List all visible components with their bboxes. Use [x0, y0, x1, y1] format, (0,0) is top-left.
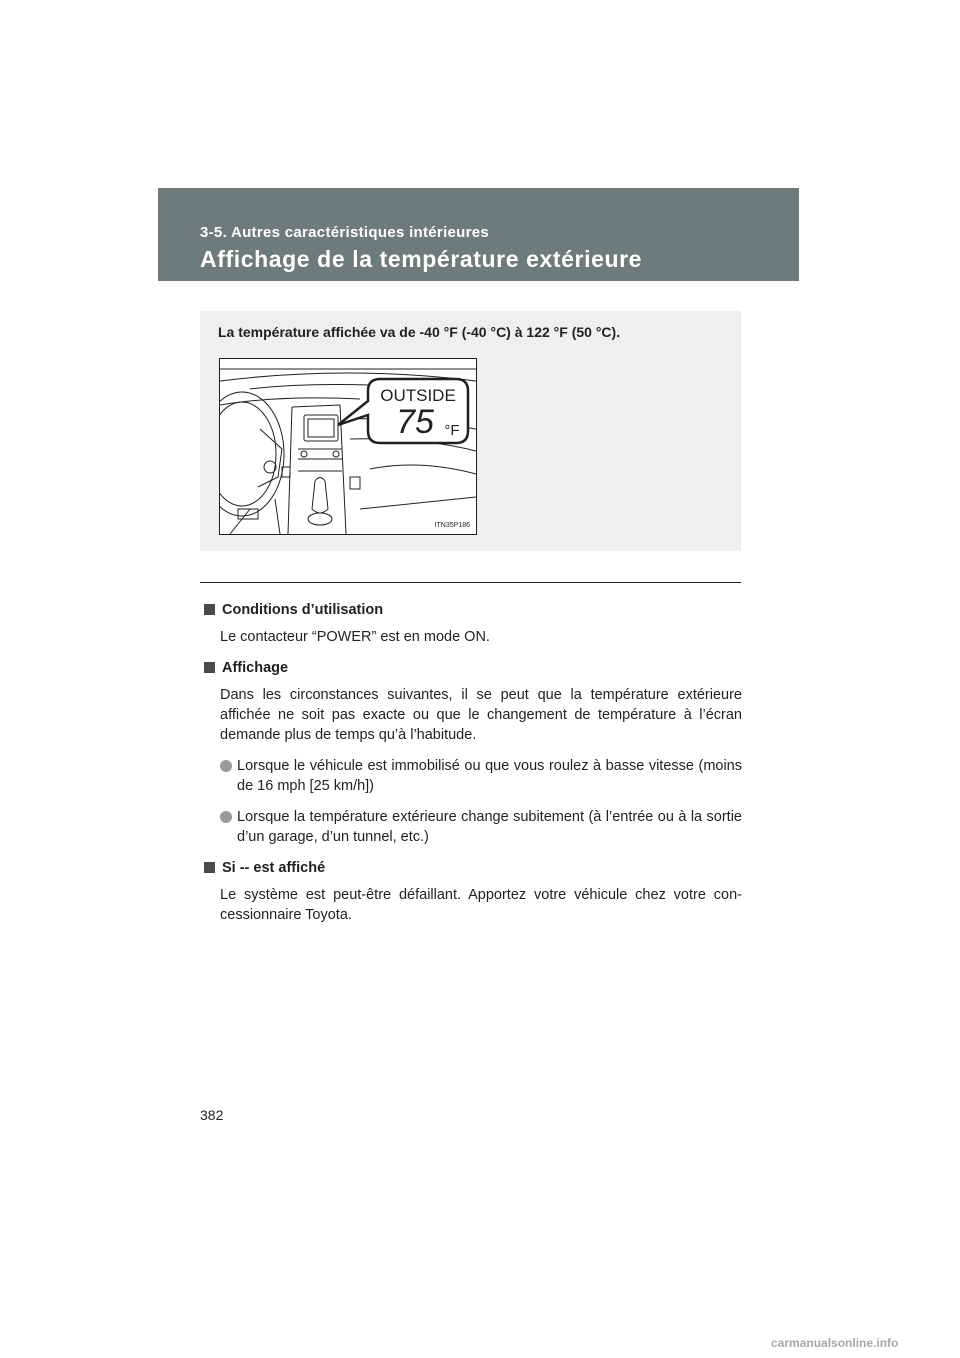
main-content — [204, 600, 742, 936]
erreur-text: Le système est peut-être défaillant. Apportez votre véhicule chez votre con- cessionnaire Toyota. — [220, 887, 742, 923]
display-unit: °F — [444, 422, 460, 439]
heading-erreur — [204, 858, 742, 878]
dashboard-drawing — [220, 359, 476, 534]
square-bullet-icon — [204, 862, 215, 873]
circle-bullet-icon — [220, 811, 232, 823]
heading-affichage-text: Affichage — [222, 660, 289, 676]
list-item-text: Lorsque la température extérieure change subitement (à l’entrée ou à la sortie d’un garage, d’un tunnel, etc.) — [237, 809, 742, 845]
section-divider — [200, 582, 741, 583]
chapter-header — [158, 188, 799, 281]
square-bullet-icon — [204, 604, 215, 615]
square-bullet-icon — [204, 662, 215, 673]
circle-bullet-icon — [220, 760, 232, 772]
watermark-text: carmanualsonline.info — [771, 1336, 899, 1350]
list-item — [220, 756, 742, 796]
list-item — [220, 807, 742, 847]
heading-conditions-text: Conditions d’utilisation — [222, 602, 384, 618]
display-value: 75 — [396, 403, 434, 441]
display-label: OUTSIDE — [380, 386, 456, 405]
affichage-text: Dans les circonstances suivantes, il se peut que la température extérieure affichée ne soit pas exacte ou que le changement de température à l’écran demande plus de temps qu’à l’habitude. — [220, 687, 742, 743]
list-item-text: Lorsque le véhicule est immobilisé ou que vous roulez à basse vitesse (moins de 16 mph [25 km/h]) — [237, 758, 742, 794]
page-number: 382 — [200, 1107, 224, 1123]
section-label: 3-5. Autres caractéristiques intérieures — [200, 224, 490, 241]
heading-affichage — [204, 658, 742, 678]
heading-conditions — [204, 600, 742, 620]
dashboard-illustration — [219, 358, 477, 535]
temperature-range-text: La température affichée va de -40 °F (-40 °C) à 122 °F (50 °C). — [218, 324, 621, 340]
heading-erreur-text: Si -- est affiché — [222, 860, 326, 876]
page-title: Affichage de la température extérieure — [200, 246, 643, 272]
info-panel — [200, 311, 741, 551]
figure-code: ITN35P186 — [434, 522, 470, 529]
conditions-text: Le contacteur “POWER” est en mode ON. — [220, 629, 490, 645]
